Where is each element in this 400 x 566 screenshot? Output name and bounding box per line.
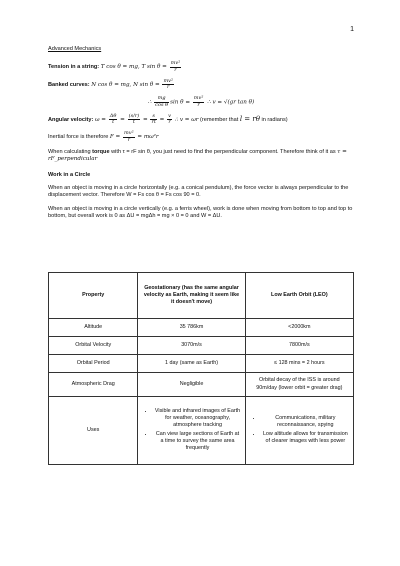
tension-label: Tension in a string: (48, 64, 100, 71)
torque-paragraph: When calculating torque with τ = rF sin θ, you just need to find the perpendicular component. Therefore think of it as τ = rF_perpendicular (48, 148, 347, 163)
table-row (49, 319, 354, 337)
table-row (49, 373, 354, 397)
circle-paragraph-horizontal: When an object is moving in a circle horizontally (e.g. a conical pendulum), the force vector is always perpendicular to the displacement vector. Therefore W = Fs cos θ = Fs cos 90 = 0. (48, 185, 349, 199)
uses-leo-list (250, 415, 349, 444)
table-cell: 35 786km (138, 319, 245, 337)
banked-fraction: $\frac{\text{mv²}}{r}$ (163, 77, 174, 91)
table-cell: Orbital decay of the ISS is around 90m/day (lower orbit = greater drag) (245, 373, 353, 397)
table-cell: Orbital Velocity (49, 337, 138, 355)
list-item: • Communications, military reconnaissance, spying (262, 415, 349, 429)
table-cell: 3070m/s (138, 337, 245, 355)
document-body (48, 46, 354, 227)
document-title: Advanced Mechanics (48, 46, 102, 52)
tension-equation: T cos θ = mg, T sin θ = (100, 64, 169, 71)
banked-label: Banked curves: (48, 82, 90, 89)
section-heading-work-in-circle: Work in a Circle (48, 171, 91, 178)
table-cell: ≤ 128 mins = 2 hours (245, 355, 353, 373)
table-cell: <2000km (245, 319, 353, 337)
circle-paragraph-vertical: When an object is moving in a circle vertically (e.g. a ferris wheel), work is done when moving from bottom to top and top to bottom, but overall work is 0 as ΔU = mgΔh = mg × 0 = 0 and W = ΔU. (48, 205, 353, 220)
angular-velocity-line: Angular velocity: ω = $\frac{\Delta\theta}{t}$ = $\frac{(s/r)}{t}$ = $\frac{s}{rt}$ = $\frac{v}{r}$ ∴ v = ωr (remember that l = rθ in radians) (48, 112, 288, 126)
tension-line (48, 61, 354, 73)
table-row (49, 355, 354, 373)
table-cell: Atmospheric Drag (49, 373, 138, 397)
page-number: 1 (350, 26, 354, 33)
table-cell: Orbital Period (49, 355, 138, 373)
banked-equation: N cos θ = mg, N sin θ = (91, 82, 162, 89)
table-header-cell: Low Earth Orbit (LEO) (245, 273, 353, 319)
orbit-comparison-table (48, 272, 354, 465)
table-header-row (49, 273, 354, 319)
inertial-force-line: Inertial force is therefore F = $\frac{\text{mv²}}{r}$ = mω²r (48, 130, 159, 143)
angular-label: Angular velocity: (48, 117, 94, 124)
table-cell: Uses (49, 397, 138, 465)
table-cell: Altitude (49, 319, 138, 337)
table-header-cell: Geostationary (has the same angular velocity as Earth, making it seem like it doesn't move) (138, 273, 245, 319)
uses-leo-cell (245, 397, 353, 465)
list-item: • Can view large sections of Earth at a time to survey the same area frequently (154, 431, 240, 452)
banked-line (48, 79, 354, 91)
table-row-uses (49, 397, 354, 465)
list-item: • Visible and infrared images of Earth for weather, oceanography, atmosphere tracking (154, 408, 240, 429)
banked-result-equation: ∴ $\frac{mg}{\text{cos θ}}$ sin θ = $\frac{\text{mv²}}{r}$ ∴ v = √(gr tan θ) (147, 95, 255, 108)
table-cell: 1 day (same as Earth) (138, 355, 245, 373)
table-header-cell: Property (49, 273, 138, 319)
list-item: • Low altitude allows for transmission of clearer images with less power (262, 431, 349, 445)
table-row (49, 337, 354, 355)
table-cell: Negligible (138, 373, 245, 397)
tension-fraction: $\frac{\text{mv²}}{r}$ (170, 60, 181, 73)
table-cell: 7800m/s (245, 337, 353, 355)
uses-geostationary-list (142, 408, 240, 451)
uses-geostationary-cell (138, 397, 245, 465)
